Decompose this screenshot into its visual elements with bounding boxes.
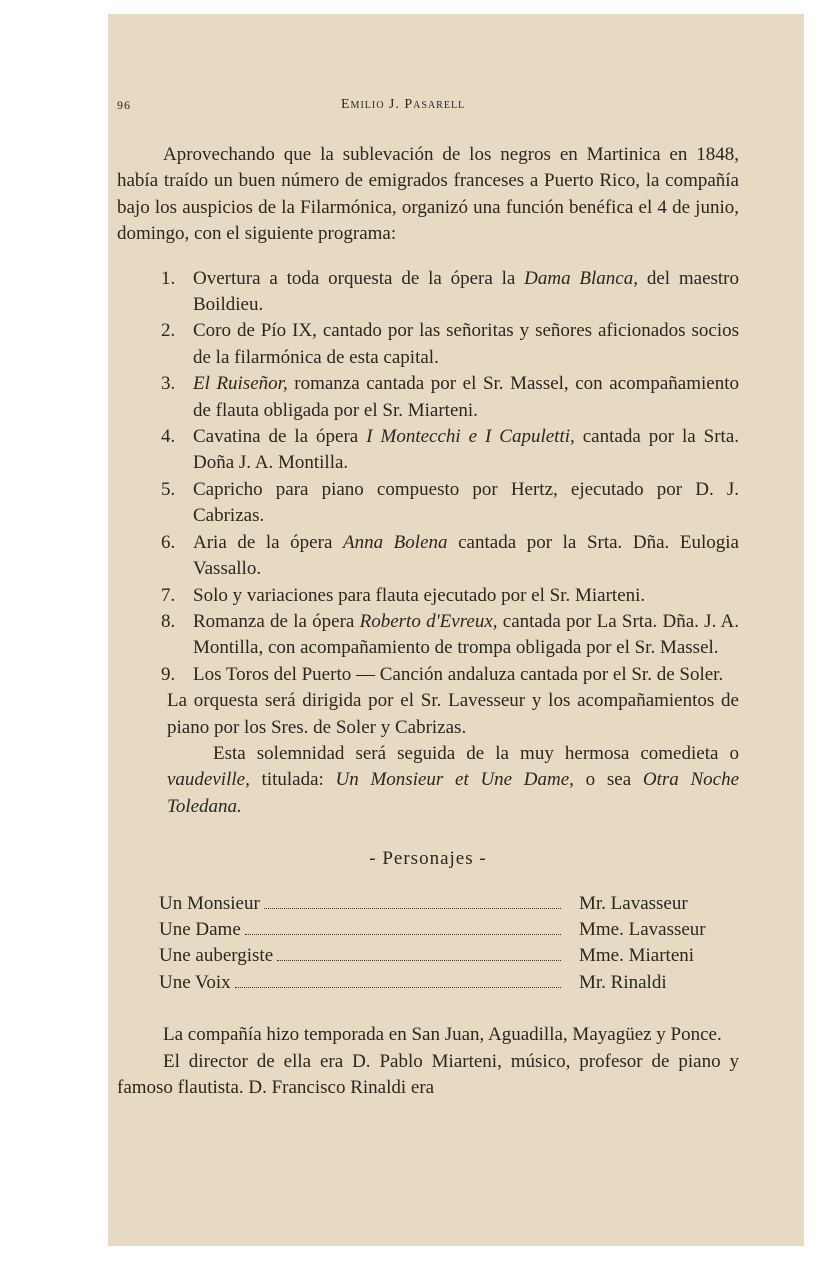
program-item: 7. Solo y variaciones para flauta ejecutado por el Sr. Miarteni.	[161, 584, 646, 606]
program-item: 4. Cavatina de la ópera I Montecchi e I Capuletti, cantada por la Srta. Doña J. A. Montilla.	[161, 426, 740, 474]
page-number: 96	[117, 98, 131, 112]
running-title: Emilio J. Pasarell	[341, 97, 466, 112]
personajes-heading: - Personajes -	[369, 848, 487, 870]
cast-row: Une Voix Mr. Rinaldi	[159, 971, 667, 993]
closing-paragraph-1: La compañía hizo temporada en San Juan, Aguadilla, Mayagüez y Ponce.	[163, 1024, 722, 1046]
cast-row: Une Dame Mme. Lavasseur	[159, 918, 706, 940]
intro-paragraph: Aprovechando que la sublevación de los negros en Martinica en 1848, había traído un buen número de emigrados franceses a Puerto Rico, la compañía bajo los auspicios de la Filarmónica, organizó una función benéfica el 4 de junio, domingo, con el siguiente programa:	[117, 144, 739, 245]
program-list	[117, 266, 739, 689]
running-head	[117, 80, 739, 112]
program-item: 9. Los Toros del Puerto — Canción andaluza cantada por el Sr. de Soler.	[161, 663, 724, 685]
program-item: 5. Capricho para piano compuesto por Hertz, ejecutado por D. J. Cabrizas.	[161, 478, 739, 527]
program-item: 8. Romanza de la ópera Roberto d'Evreux, cantada por La Srta. Dña. J. A. Montilla, con acompañamiento de trompa obligada por el Sr. Massel.	[161, 610, 739, 659]
program-item: 3. El Ruiseñor, romanza cantada por el Sr. Massel, con acompañamiento de flauta obligada por el Sr. Miarteni.	[161, 373, 740, 421]
cast-row: Un Monsieur Mr. Lavasseur	[159, 892, 688, 914]
cast-row: Une aubergiste Mme. Miarteni	[159, 945, 695, 967]
program-item: 1. Overtura a toda orquesta de la ópera la Dama Blanca, del maestro Boildieu.	[161, 267, 739, 316]
program-item: 6. Aria de la ópera Anna Bolena cantada por la Srta. Dña. Eulogia Vassallo.	[161, 531, 739, 580]
cast-list	[159, 891, 739, 997]
program-item: 2. Coro de Pío IX, cantado por las señoritas y señores aficionados socios de la filarmónica de esta capital.	[161, 320, 739, 368]
orchestra-paragraph: La orquesta será dirigida por el Sr. Lavesseur y los acompañamientos de piano por los Sres. de Soler y Cabrizas.	[167, 690, 739, 738]
book-page	[117, 80, 739, 1101]
closing-paragraph-2: El director de ella era D. Pablo Miarteni, músico, profesor de piano y famoso flautista. D. Francisco Rinaldi era	[117, 1050, 739, 1098]
comedy-paragraph: Esta solemnidad será seguida de la muy hermosa comedieta o vaudeville, titulada: Un Monsieur et Une Dame, o sea Otra Noche Toledana.	[167, 742, 740, 817]
